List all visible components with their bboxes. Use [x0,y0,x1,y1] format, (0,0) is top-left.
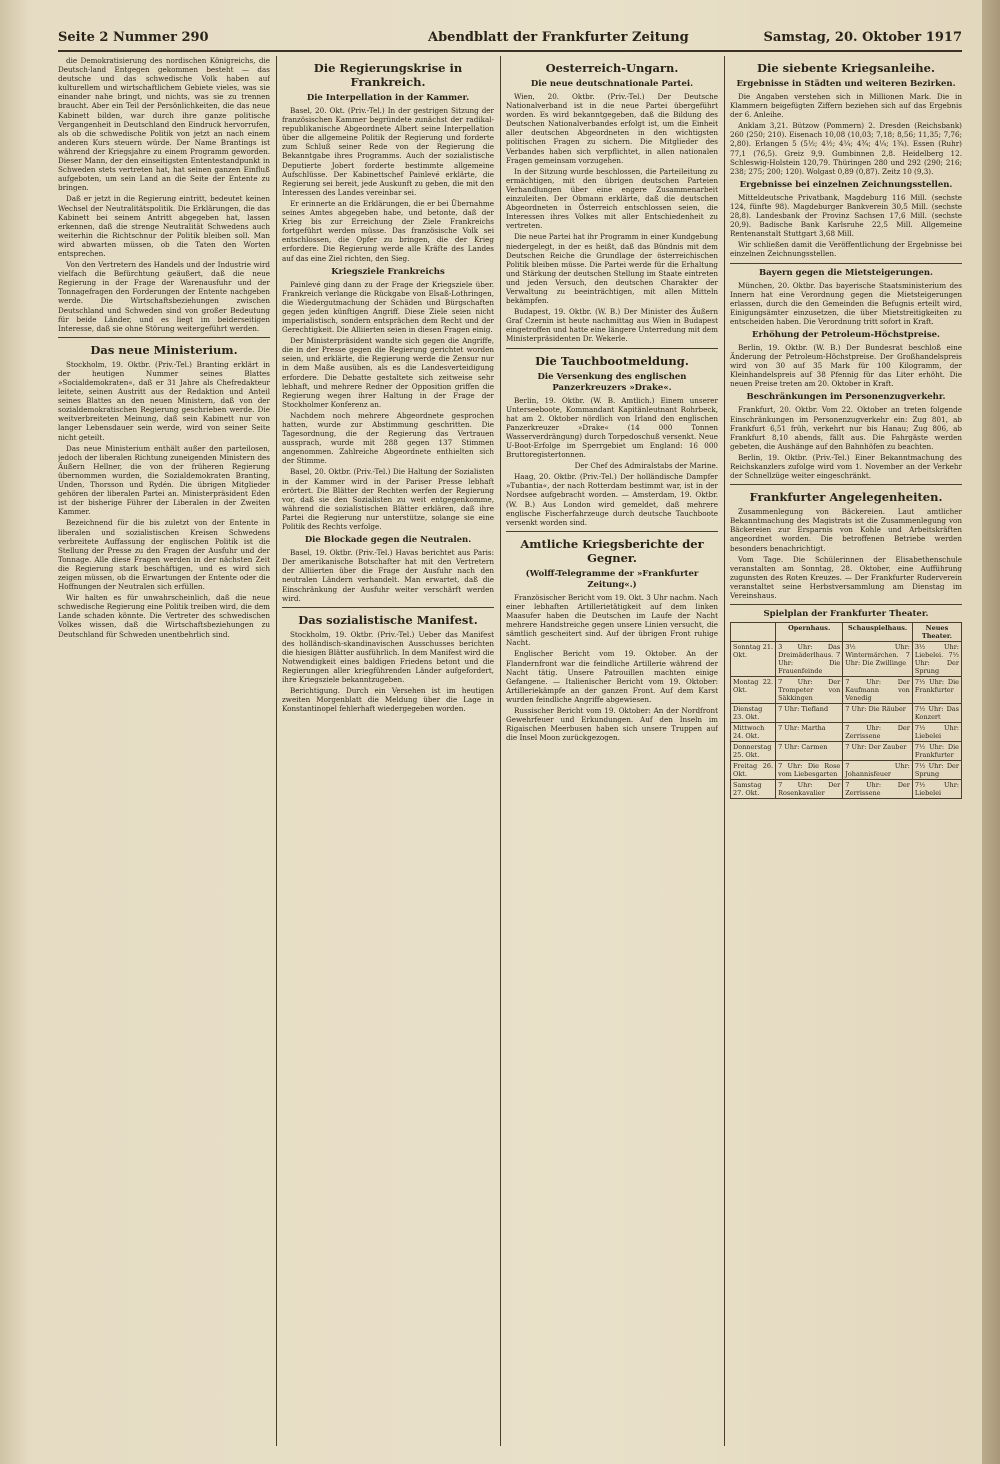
article-text: Das neue Ministerium enthält außer den parteilosen, jedoch der liberalen Richtung zuneigenden Ministern des Äußern Hellner, die von der früheren Regierung übernommen wurden, die Sozialdemokraten Branting, Unden, Thorsson und Rydén. Die übrigen Mitglieder gehören der liberalen Partei an. Ministerpräsident Eden ist der bisherige Führer der Liberalen in der Zweiten Kammer. [58,443,270,517]
table-cell: 7 Uhr: Johannisfeuer [843,761,913,780]
article-text: Basel, 19. Oktbr. (Priv.-Tel.) Havas berichtet aus Paris: Der amerikanische Botschafter hat mit den Vertretern der Alliierten über die Frage der Ausfuhr nach den neutralen Ländern verhandelt. Man erwartet, daß die Einschränkung der Ausfuhr weiter verschärft werden wird. [282,548,494,603]
table-header: Opernhaus. [776,623,843,642]
article-subheading: Die Versenkung des englischen Panzerkreuzers »Drake«. [537,371,687,393]
column-4 [730,56,962,1446]
table-header: Neues Theater. [912,623,961,642]
column-2 [282,56,494,1446]
table-row [731,723,962,742]
article-text: Englischer Bericht vom 19. Oktober. An der Flandernfront war die feindliche Artillerie während der Nacht tätig. Unsere Patrouillen machten einige Gefangene. — Italienischer Bericht vom 19. Oktober: Artilleriekämpfe an der ganzen Front. Auf dem Karst wurden feindliche Angriffe abgewiesen. [506,649,718,704]
article-text: Wien, 20. Oktbr. (Priv.-Tel.) Der Deutsche Nationalverband ist in die neue Partei übergeführt worden. Es wird bekanntgegeben, daß die Bildung des Deutschen Nationalverbandes erfolgt ist, um die Einheit aller deutschen Abgeordneten in den wichtigsten politischen Fragen zu sichern. Die Mitglieder des Verbandes haben sich verpflichtet, in allen nationalen Fragen gemeinsam vorzugehen. [506,92,718,165]
table-cell: 7 Uhr: Carmen [776,742,843,761]
article-subheading: Bayern gegen die Mietsteigerungen. [758,267,934,278]
article-heading: Die Tauchbootmeldung. [535,353,689,368]
article-heading: Die Regierungskrise in Frankreich. [313,61,463,89]
article-text: Daß er jetzt in die Regierung eintritt, bedeutet keinen Wechsel der Neutralitätspolitik. Die Erklärungen, die das Kabinett bei seinem Antritt abgegeben hat, lassen erkennen, daß die strenge Neutralität Schwedens auch weiterhin die Richtschnur der Politik bleiben soll. Man wird abwarten müssen, ob die Taten den Worten entsprechen. [58,194,270,258]
article-text: Französischer Bericht vom 19. Okt. 3 Uhr nachm. Nach einer lebhaften Artillerietätigkeit auf dem linken Maasufer haben die Deutschen im Laufe der Nacht mehrere Handstreiche gegen unsere Linien versucht, die sämtlich gescheitert sind. Auf der übrigen Front ruhige Nacht. [506,592,718,648]
table-row [731,677,962,704]
table-header: Schauspielhaus. [843,623,913,642]
table-header [731,623,776,642]
article-subheading: Die Interpellation in der Kammer. [306,93,470,103]
article-subheading: (Wolff-Telegramme der »Frankfurter Zeitung«.) [525,568,699,590]
article-text: In der Sitzung wurde beschlossen, die Parteileitung zu ermächtigen, mit den übrigen deutschen Parteien Verhandlungen über eine engere Zusammenarbeit einzuleiten. Der Obmann erklärte, daß die deutschen Abgeordneten in Österreich entschlossen seien, die Interessen ihres Volkes mit aller Entschiedenheit zu vertreten. [506,166,718,231]
table-cell: Donnerstag 25. Okt. [731,742,776,761]
section-divider [282,607,494,608]
table-cell: 7 Uhr: Der Zauber [843,742,913,761]
column-rule [500,56,501,1446]
table-row [731,704,962,723]
article-subheading: Die neue deutschnationale Partei. [530,79,694,89]
article-text: Berlin, 19. Oktbr. (Priv.-Tel.) Einer Bekanntmachung des Reichskanzlers zufolge wird vom 1. November an der Verkehr der Schnellzüge weiter eingeschränkt. [730,452,962,481]
section-divider [506,348,718,349]
article-heading: Das sozialistische Manifest. [298,612,478,627]
article-subheading: Die Blockade gegen die Neutralen. [304,535,472,546]
article-text: Zusammenlegung von Bäckereien. Laut amtlicher Bekanntmachung des Magistrats ist die Zusammenlegung von Bäckereien zur Ersparnis von Kohle und Arbeitskräften angeordnet worden. Die betroffenen Betriebe werden besonders benachrichtigt. [730,507,962,553]
article-subheading: Kriegsziele Frankreichs [331,266,445,277]
table-cell: Mittwoch 24. Okt. [731,723,776,742]
article-text: Wir schließen damit die Veröffentlichung der Ergebnisse bei einzelnen Zeichnungsstellen. [730,240,962,259]
table-cell: Samstag 27. Okt. [731,780,776,799]
theater-schedule-table [730,622,962,799]
section-divider [58,337,270,338]
section-divider [506,531,718,532]
page-header [58,28,962,52]
column-rule [724,56,725,1446]
table-cell: 7 Uhr: Martha [776,723,843,742]
article-subheading: Ergebnisse in Städten und weiteren Bezirken. [736,79,956,89]
section-divider [730,263,962,264]
article-heading: Oesterreich-Ungarn. [545,61,679,75]
table-cell: 7 Uhr: Der Zerrissene [843,780,913,799]
table-cell: 7½ Uhr: Liebelei [912,723,961,742]
article-subheading: Beschränkungen im Personenzugverkehr. [746,392,946,403]
table-cell: 7 Uhr: Der Kaufmann von Venedig [843,677,913,704]
article-text: Er erinnerte an die Erklärungen, die er bei Übernahme seines Amtes abgegeben habe, und betonte, daß der Krieg bis zur Erreichung der Ziele Frankreichs fortgeführt werden müsse. Das französische Volk sei entschlossen, die Opfer zu bringen, die der Krieg erfordere. Die Regierung werde alle Kräfte des Landes auf das eine Ziel richten, den Sieg. [282,198,494,263]
article-heading: Amtliche Kriegsberichte der Gegner. [520,536,704,565]
column-1 [58,56,270,1446]
article-text: Anklam 3,21. Bützow (Pommern) 2. Dresden (Reichsbank) 260 (250; 210). Eisenach 10,08 (10,03; 7,18; 8,56; 11,35; 7,76; 2,80). Erlangen 5 (5½; 4½; 4¼; 4¾; 4¼; 1¾). Essen (Ruhr) 77,1 (76,5). Greiz 9,9. Gumbinnen 2,8. Heidelberg 12. Schleswig-Holstein 120,79. Thüringen 280 und 292 (290; 216; 238; 275; 200; 120). Wolgast 0,89 (0,87). Zeitz 10 (9,3). [730,121,962,176]
table-cell: Montag 22. Okt. [731,677,776,704]
table-row [731,761,962,780]
article-text: Berlin, 19. Oktbr. (W. B. Amtlich.) Einem unserer Unterseeboote, Kommandant Kapitänleutnant Rohrbeck, hat am 2. Oktober nördlich von Irland den englischen Panzerkreuzer »Drake« (14 000 Tonnen Wasserverdrängung) durch Torpedoschuß versenkt. Neue U-Boot-Erfolge im Sperrgebiet um England: 16 000 Bruttoregistertonnen. [506,395,718,460]
article-text: Die Angaben verstehen sich in Millionen Mark. Die in Klammern beigefügten Ziffern beziehen sich auf das Ergebnis der 6. Anleihe. [730,92,962,120]
page-binding-edge [982,0,1000,1464]
table-cell: 3½ Uhr: Wintermärchen. 7 Uhr: Die Zwillinge [843,642,913,677]
article-heading: Die siebente Kriegsanleihe. [757,61,935,75]
table-cell: 3½ Uhr: Liebelei. 7½ Uhr: Der Sprung [912,642,961,677]
article-text: Wir halten es für unwahrscheinlich, daß die neue schwedische Regierung eine Politik treiben wird, die dem Lande schaden könnte. Die Vertreter des schwedischen Volkes wissen, daß die Wirtschaftsbeziehungen zu Deutschland für Schweden unentbehrlich sind. [58,593,270,639]
article-text: Stockholm, 19. Oktbr. (Priv.-Tel.) Ueber das Manifest des holländisch-skandinavischen Ausschusses berichten die hiesigen Blätter ausführlich. In dem Manifest wird die Notwendigkeit eines baldigen Friedens betont und die Regierungen aller kriegführenden Länder aufgefordert, ihre Kriegsziele bekanntzugeben. [282,629,494,685]
article-text: Russischer Bericht vom 19. Oktober: An der Nordfront Gewehrfeuer und Erkundungen. Auf den Inseln im Rigaischen Meerbusen haben sich unsere Truppen auf die Insel Moon zurückgezogen. [506,705,718,743]
table-cell: 7½ Uhr: Liebelei [912,780,961,799]
table-cell: 7 Uhr: Die Räuber [843,704,913,723]
theater-schedule-heading: Spielplan der Frankfurter Theater. [763,609,929,620]
table-cell: 7½ Uhr: Die Frankfurter [912,677,961,704]
article-text: Berlin, 19. Oktbr. (W. B.) Der Bundesrat beschloß eine Änderung der Petroleum-Höchstpreise. Der Großhandelspreis wird von 30 auf 35 Mark für 100 Kilogramm, der Kleinhandelspreis auf 38 Pfennig für das Liter erhöht. Die neuen Preise treten am 20. Oktober in Kraft. [730,342,962,389]
article-text: Basel, 20. Okt. (Priv.-Tel.) In der gestrigen Sitzung der französischen Kammer begründete zunächst der radikal-republikanische Abgeordnete Albert seine Interpellation über die allgemeine Politik der Regierung und forderte zum Schluß seiner Rede von der Regierung die Bekanntgabe ihres Programms. Auch der sozialistische Deputierte Jobert forderte bestimmte allgemeine Aufschlüsse. Der Kabinettschef Painlevé erklärte, die Regierung sei bereit, jede Auskunft zu geben, die mit den Interessen des Landes vereinbar sei. [282,106,494,197]
table-cell: 7 Uhr: Der Rosenkavalier [776,780,843,799]
table-cell: 7½ Uhr: Das Konzert [912,704,961,723]
column-3 [506,56,718,1446]
article-subheading: Erhöhung der Petroleum-Höchstpreise. [751,329,940,340]
column-rule [276,56,277,1446]
table-cell: Dienstag 23. Okt. [731,704,776,723]
table-cell: 7 Uhr: Der Trompeter von Säkkingen [776,677,843,704]
article-text: Bezeichnend für die bis zuletzt von der Entente in liberalen und sozialistischen Kreisen Schwedens verbreitete Auffassung der englischen Politik ist die Stellung der Presse zu den Fragen der Ausfuhr und der Tonnage. Alle diese Fragen werden in der nächsten Zeit die Regierung stark beschäftigen, und es wird sich zeigen müssen, ob die Erwartungen der Entente oder die Hoffnungen der Neutralen sich erfüllen. [58,518,270,592]
table-cell: 7½ Uhr: Die Frankfurter [912,742,961,761]
section-divider [730,484,962,485]
header-masthead: Abendblatt der Frankfurter Zeitung [428,30,689,45]
table-cell: Freitag 26. Okt. [731,761,776,780]
table-cell: 7½ Uhr: Der Sprung [912,761,961,780]
article-text: Stockholm, 19. Oktbr. (Priv.-Tel.) Branting erklärt in der heutigen Nummer seines Blattes »Socialdemokraten«, daß er 31 Jahre als Chefredakteur leitete, seinen Austritt aus der Redaktion und Anteil seines Blattes an den neuen Ministern, daß von der sozialdemokratischen Regierung geschrieben werde. Die weitverbreiteten Meinung, daß sein Kabinett nur von langer Lebensdauer sein werde, wird von seiner Seite nicht geteilt. [58,359,270,442]
article-text: Haag, 20. Oktbr. (Priv.-Tel.) Der holländische Dampfer »Tubantia«, der nach Rotterdam bestimmt war, ist in der Nordsee aufgebracht worden. — Amsterdam, 19. Oktbr. (W. B.) Aus London wird gemeldet, daß mehrere englische Fischerfahrzeuge durch deutsche Tauchboote versenkt worden sind. [506,472,718,527]
article-text: Budapest, 19. Oktbr. (W. B.) Der Minister des Äußern Graf Czernin ist heute nachmittag aus Wien in Budapest eingetroffen und hatte eine längere Unterredung mit dem Ministerpräsidenten Dr. Wekerle. [506,307,718,344]
article-text: Basel, 20. Oktbr. (Priv.-Tel.) Die Haltung der Sozialisten in der Kammer wird in der Pariser Presse lebhaft erörtert. Die Blätter der Rechten werfen der Regierung vor, daß sie den Sozialisten zu weit entgegenkomme, während die sozialistischen Blätter erklären, daß ihre Partei die Regierung nur unterstütze, solange sie eine Politik des Rechts verfolge. [282,467,494,532]
table-cell: 7 Uhr: Der Zerrissene [843,723,913,742]
article-text: Der Chef des Admiralstabs der Marine. [574,461,718,471]
article-text: Nachdem noch mehrere Abgeordnete gesprochen hatten, wurde zur Abstimmung geschritten. Die Tagesordnung, die der Regierung das Vertrauen aussprach, wurde mit 288 gegen 137 Stimmen angenommen. Zahlreiche Abgeordnete enthielten sich der Stimme. [282,410,494,466]
table-row [731,642,962,677]
article-text: Berichtigung. Durch ein Versehen ist im heutigen zweiten Morgenblatt die Meldung über die Lage in Konstantinopel fehlerhaft wiedergegeben worden. [282,686,494,714]
article-text: die Demokratisierung des nordischen Königreichs, die Deutsch-land Entgegen gekommen besteht — das deutsche und das schwedische Volk haben auf kulturellem und wirtschaftlichem Gebiete vieles, was sie einander nahe bringt, und nichts, was sie zu trennen braucht. Aber ein Teil der Persönlichkeiten, die das neue Kabinett bilden, war durch ihre ganze politische Vergangenheit in Deutschland den Eindruck hervorrufen, als ob die schwedische Politik von jetzt an nach einem anderen Kurs steuern würde. Der Name Brantings ist während der Kriegsjahre zu einem Programm geworden. Dieser Mann, der den einseitigsten Ententestandpunkt in Schweden stets vertreten hat, hat seinen ganzen Einfluß aufgeboten, um sein Land an die Seite der Entente zu bringen. [58,56,270,193]
article-text: Vom Tage. Die Schülerinnen der Elisabethenschule veranstalten am Sonntag, 28. Oktober, eine Aufführung zugunsten des Roten Kreuzes. — Der Frankfurter Ruderverein veranstaltet seine Herbstversammlung am Dienstag im Vereinshaus. [730,554,962,601]
article-text: Painlevé ging dann zu der Frage der Kriegsziele über. Frankreich verlange die Rückgabe von Elsaß-Lothringen, die Wiedergutmachung der Schäden und Bürgschaften gegen jeden künftigen Angriff. Diese Ziele seien nicht imperialistisch, sondern entsprächen dem Recht und der Gerechtigkeit. Die Alliierten seien in diesen Fragen einig. [282,279,494,335]
header-page-number: Seite 2 Nummer 290 [58,30,209,45]
article-subheading: Ergebnisse bei einzelnen Zeichnungsstellen. [739,179,953,190]
table-cell: 7 Uhr: Tiefland [776,704,843,723]
article-text: Der Ministerpräsident wandte sich gegen die Angriffe, die in der Presse gegen die Regierung gerichtet worden seien, und erklärte, die Regierung werde die Zensur nur in dem Maße ausüben, als es die Landesverteidigung erfordere. Die Debatte gestaltete sich zeitweise sehr lebhaft, und mehrere Redner der Opposition griffen die Regierung wegen ihrer Haltung in der Frage der Stockholmer Konferenz an. [282,336,494,409]
article-text: Mitteldeutsche Privatbank, Magdeburg 116 Mill. (sechste 124, fünfte 98). Magdeburger Bankverein 30,5 Mill. (sechste 28,8). Landesbank der Provinz Sachsen 17,6 Mill. (sechste 20,9). Badische Bank Karlsruhe 22,5 Mill. Allgemeine Rentenanstalt Stuttgart 3,68 Mill. [730,192,962,239]
article-text: München, 20. Oktbr. Das bayerische Staatsministerium des Innern hat eine Verordnung gegen die Mietsteigerungen erlassen, durch die den Gemeinden die Befugnis erteilt wird, Einigungsämter einzusetzen, die über Mietstreitigkeiten zu entscheiden haben. Die Verordnung tritt sofort in Kraft. [730,280,962,326]
table-row [731,780,962,799]
section-divider [730,604,962,605]
table-cell: 3 Uhr: Das Dreimäderlhaus. 7 Uhr: Die Frauenfeinde [776,642,843,677]
article-text: Die neue Partei hat ihr Programm in einer Kundgebung niedergelegt, in der es heißt, daß das Bündnis mit dem Deutschen Reiche die Grundlage der österreichischen Politik bleiben müsse. Die Partei werde für die Erhaltung und Stärkung der deutschen Stellung im Staate eintreten und jeden Versuch, den deutschen Charakter der Verwaltung zu beeinträchtigen, mit allen Mitteln bekämpfen. [506,232,718,306]
table-cell: Sonntag 21. Okt. [731,642,776,677]
table-row [731,742,962,761]
table-cell: 7 Uhr: Die Rose vom Liebesgarten [776,761,843,780]
article-text: Von den Vertretern des Handels und der Industrie wird vielfach die Befürchtung geäußert, daß die neue Regierung in der Frage der Warenausfuhr und der Tonnagefragen den Forderungen der Entente nachgeben werde. Die Wirtschaftsbeziehungen zwischen Deutschland und Schweden sind von großer Bedeutung für beide Länder, und es liegt im beiderseitigen Interesse, daß sie ohne Störung weitergeführt werden. [58,260,270,333]
article-heading: Das neue Ministerium. [90,342,238,357]
header-date: Samstag, 20. Oktober 1917 [763,30,962,45]
article-text: Frankfurt, 20. Oktbr. Vom 22. Oktober an treten folgende Einschränkungen im Personenzugverkehr ein: Zug 801, ab Frankfurt 6,51 früh, verkehrt nur bis Hanau; Zug 806, ab Frankfurt 8,10 abends, fällt aus. Die Fahrgäste werden gebeten, die Aushänge auf den Bahnhöfen zu beachten. [730,405,962,451]
article-heading: Frankfurter Angelegenheiten. [749,490,943,505]
